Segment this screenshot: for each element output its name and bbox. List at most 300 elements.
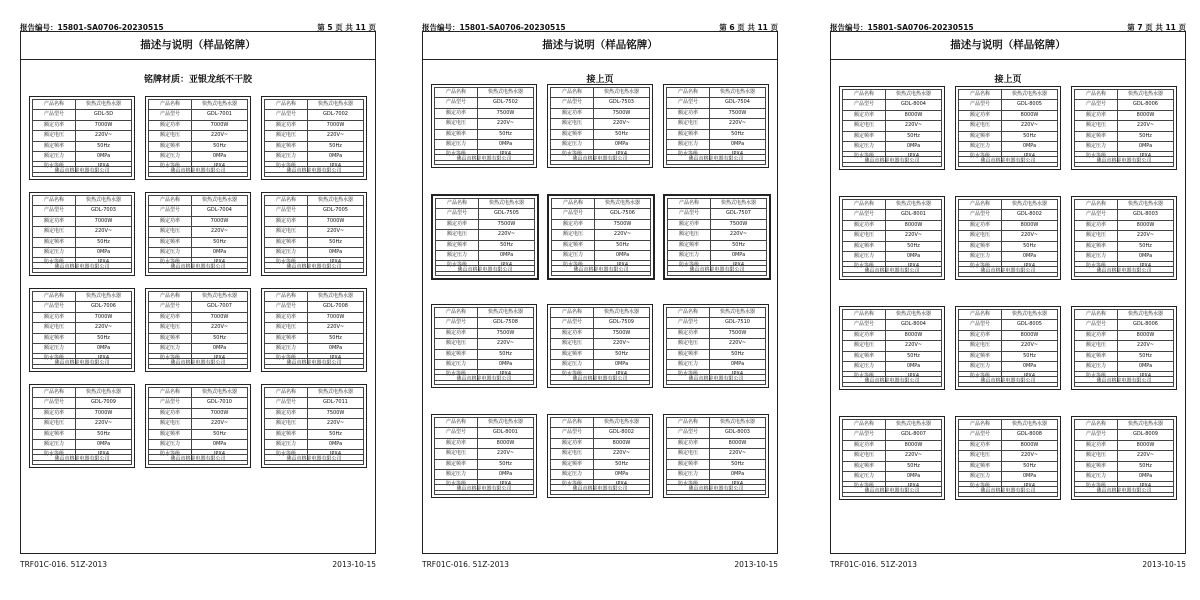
nameplate-row xyxy=(1074,309,1174,320)
nameplate-field-label: 产品型号 xyxy=(667,428,710,437)
nameplate-field-label: 额定功率 xyxy=(1075,111,1118,120)
nameplate-field-label: 额定功率 xyxy=(33,217,76,226)
nameplate-row xyxy=(1074,462,1174,472)
nameplate xyxy=(955,416,1061,500)
nameplate-field-value: 0MPa xyxy=(498,470,513,477)
nameplate-row xyxy=(1074,341,1174,351)
nameplate-field-value: 0MPa xyxy=(1022,142,1037,149)
nameplate-field-value: 0MPa xyxy=(906,362,921,369)
nameplate-field-value: 220V~ xyxy=(1136,122,1155,129)
nameplate-field-value: GDL-8004 xyxy=(901,101,926,108)
nameplate-field-label: 额定压力 xyxy=(149,344,192,353)
nameplate-field-label: 防水等级 xyxy=(149,258,192,267)
nameplate-row xyxy=(958,451,1058,461)
nameplate-field-value: 50Hz xyxy=(329,142,342,149)
nameplate xyxy=(145,384,251,468)
nameplate-field-value: 7500W xyxy=(728,109,747,116)
nameplate xyxy=(431,84,537,168)
nameplate-row xyxy=(148,152,248,162)
nameplate-field-value: 50Hz xyxy=(500,241,513,248)
nameplate-field-value: 220V~ xyxy=(728,340,747,347)
nameplate-field-value: IPX4 xyxy=(732,262,745,269)
nameplate-field-label: 额定频率 xyxy=(1075,462,1118,471)
nameplate-row xyxy=(842,419,942,430)
nameplate-field-label: 额定频率 xyxy=(265,334,308,343)
nameplate-field-label: 额定频率 xyxy=(435,130,478,139)
nameplate-row xyxy=(958,309,1058,320)
nameplate xyxy=(955,86,1061,170)
nameplate-field-value: 7500W xyxy=(728,329,747,336)
nameplate-row xyxy=(32,121,132,131)
nameplate-field-label: 额定电压 xyxy=(668,230,711,239)
nameplate-field-label: 防水等级 xyxy=(843,372,886,381)
nameplate-field-value: 220V~ xyxy=(612,340,631,347)
nameplate-row xyxy=(666,449,766,459)
nameplate-field-label: 额定功率 xyxy=(33,409,76,418)
nameplate-field-value: 0MPa xyxy=(328,152,343,159)
nameplate-field-label: 额定电压 xyxy=(435,449,478,458)
nameplate-row xyxy=(148,440,248,450)
nameplate-field-label: 额定功率 xyxy=(551,329,594,338)
page-number: 第 6 页 共 11 页 xyxy=(719,23,778,32)
nameplate-field-label: 额定频率 xyxy=(551,350,594,359)
nameplate-field-value: GDL-8009 xyxy=(1133,431,1158,438)
nameplate-row xyxy=(666,329,766,339)
nameplate xyxy=(955,306,1061,390)
nameplate-field-label: 产品名称 xyxy=(551,418,594,427)
nameplate-field-value: 0MPa xyxy=(730,140,745,147)
nameplate-manufacturer: 佛山市格美电器有限公司 xyxy=(550,484,650,495)
nameplate-row xyxy=(434,470,534,480)
nameplate-row xyxy=(434,439,534,449)
nameplate-manufacturer: 佛山市格美电器有限公司 xyxy=(842,266,942,277)
nameplate-field-label: 额定压力 xyxy=(33,152,76,161)
nameplate xyxy=(29,192,135,276)
nameplate-row xyxy=(1074,430,1174,440)
nameplate-field-label: 额定电压 xyxy=(667,119,710,128)
nameplate-field-value: 220V~ xyxy=(1136,452,1155,459)
nameplate xyxy=(663,414,769,498)
nameplate-field-label: 额定压力 xyxy=(667,140,710,149)
nameplate-manufacturer: 佛山市格美电器有限公司 xyxy=(667,265,767,276)
nameplate-row xyxy=(842,89,942,100)
nameplate-field-value: 0MPa xyxy=(328,248,343,255)
nameplate-manufacturer: 佛山市格美电器有限公司 xyxy=(434,374,534,385)
nameplate-row xyxy=(32,152,132,162)
nameplate-row xyxy=(264,110,364,120)
nameplate-row xyxy=(550,460,650,470)
nameplate-manufacturer: 佛山市格美电器有限公司 xyxy=(32,358,132,369)
nameplate-field-value: IPX4 xyxy=(907,153,920,160)
nameplate-field-value: 7500W xyxy=(496,109,515,116)
nameplate-field-label: 额定功率 xyxy=(667,109,710,118)
nameplate-field-label: 额定频率 xyxy=(551,460,594,469)
nameplate-manufacturer: 佛山市格美电器有限公司 xyxy=(842,376,942,387)
nameplate-field-value: 7500W xyxy=(729,220,748,227)
nameplate-field-value: 50Hz xyxy=(213,334,226,341)
nameplate-field-value: 快热式电热水器 xyxy=(317,293,353,299)
nameplate-field-value: 0MPa xyxy=(212,440,227,447)
nameplate-row xyxy=(1074,142,1174,152)
nameplate-row xyxy=(148,238,248,248)
nameplate-row xyxy=(667,230,767,240)
nameplate-row xyxy=(434,350,534,360)
nameplate-field-value: 220V~ xyxy=(729,231,748,238)
nameplate-row xyxy=(264,99,364,110)
nameplate-row xyxy=(32,302,132,312)
nameplate-row xyxy=(264,291,364,302)
nameplate-field-value: 快热式电热水器 xyxy=(1127,201,1163,207)
nameplate-row xyxy=(32,440,132,450)
nameplate-field-value: IPX4 xyxy=(731,481,744,488)
nameplate-row xyxy=(32,344,132,354)
nameplate-field-label: 额定功率 xyxy=(33,313,76,322)
nameplate-row xyxy=(32,227,132,237)
nameplate-field-value: IPX4 xyxy=(213,451,226,458)
nameplate-field-label: 额定压力 xyxy=(551,360,594,369)
nameplate-row xyxy=(1074,352,1174,362)
nameplate-field-value: 220V~ xyxy=(728,450,747,457)
nameplate xyxy=(1071,86,1177,170)
nameplate-field-value: 0MPa xyxy=(498,360,513,367)
nameplate-row xyxy=(148,313,248,323)
nameplate-field-value: 0MPa xyxy=(614,140,629,147)
nameplate-field-label: 防水等级 xyxy=(1075,152,1118,161)
nameplate-field-label: 产品型号 xyxy=(551,428,594,437)
nameplate xyxy=(145,288,251,372)
nameplate-field-value: 50Hz xyxy=(329,238,342,245)
nameplate xyxy=(431,414,537,498)
nameplate-field-value: IPX4 xyxy=(97,451,110,458)
nameplate-field-label: 产品型号 xyxy=(1075,100,1118,109)
nameplate-row xyxy=(550,329,650,339)
nameplate-field-label: 额定功率 xyxy=(551,439,594,448)
nameplate-field-value: 50Hz xyxy=(731,460,744,467)
nameplate-field-label: 额定压力 xyxy=(667,470,710,479)
nameplate-field-value: 220V~ xyxy=(1020,342,1039,349)
nameplate-field-label: 产品型号 xyxy=(1075,210,1118,219)
nameplate-row xyxy=(32,238,132,248)
nameplate-field-label: 额定电压 xyxy=(551,449,594,458)
nameplate-field-label: 防水等级 xyxy=(33,354,76,363)
nameplate-row xyxy=(148,409,248,419)
nameplate-manufacturer: 佛山市格美电器有限公司 xyxy=(264,358,364,369)
nameplate-row xyxy=(551,220,651,230)
nameplate-field-label: 防水等级 xyxy=(149,162,192,171)
nameplate-field-value: IPX4 xyxy=(1023,483,1036,490)
nameplate-field-value: IPX4 xyxy=(1023,153,1036,160)
nameplate-field-value: 0MPa xyxy=(328,344,343,351)
nameplate xyxy=(261,192,367,276)
nameplate-row xyxy=(958,121,1058,131)
nameplate-row xyxy=(667,209,767,219)
nameplate-row xyxy=(550,428,650,438)
nameplate xyxy=(261,288,367,372)
nameplate-field-label: 额定压力 xyxy=(668,251,711,260)
nameplate-field-value: 50Hz xyxy=(731,350,744,357)
nameplate-row xyxy=(958,352,1058,362)
section-title: 描述与说明（样品铭牌） xyxy=(831,32,1185,60)
nameplate-manufacturer: 佛山市格美电器有限公司 xyxy=(148,358,248,369)
nameplate-field-label: 额定电压 xyxy=(959,451,1002,460)
nameplate-row xyxy=(148,248,248,258)
nameplate-field-value: IPX4 xyxy=(97,163,110,170)
nameplate-field-label: 额定频率 xyxy=(435,350,478,359)
nameplate-field-value: IPX4 xyxy=(731,151,744,158)
nameplate-row xyxy=(264,398,364,408)
nameplate-manufacturer: 佛山市格美电器有限公司 xyxy=(666,484,766,495)
nameplate-row xyxy=(550,470,650,480)
nameplate-row xyxy=(550,318,650,328)
nameplate-field-label: 产品名称 xyxy=(435,418,478,427)
nameplate-row xyxy=(148,99,248,110)
nameplate-field-label: 额定电压 xyxy=(265,323,308,332)
nameplate-field-value: 7000W xyxy=(94,217,113,224)
nameplate-field-value: 50Hz xyxy=(1023,132,1036,139)
nameplate-row xyxy=(264,419,364,429)
nameplate-field-label: 额定电压 xyxy=(843,451,886,460)
nameplate-row xyxy=(434,428,534,438)
nameplate-manufacturer: 佛山市格美电器有限公司 xyxy=(264,262,364,273)
nameplate-field-label: 产品型号 xyxy=(843,210,886,219)
nameplate-manufacturer: 佛山市格美电器有限公司 xyxy=(1074,156,1174,167)
nameplate-field-value: 8000W xyxy=(1020,221,1039,228)
nameplate-row xyxy=(434,318,534,328)
nameplate-field-value: 0MPa xyxy=(1022,472,1037,479)
nameplate-field-label: 额定压力 xyxy=(959,142,1002,151)
report-number: 报告编号：15801-SA0706-20230515 xyxy=(830,23,974,32)
nameplate-field-value: 快热式电热水器 xyxy=(1127,311,1163,317)
nameplate-row xyxy=(1074,199,1174,210)
nameplate-manufacturer: 佛山市格美电器有限公司 xyxy=(148,166,248,177)
nameplate-field-label: 额定压力 xyxy=(149,248,192,257)
nameplate-field-label: 额定电压 xyxy=(436,230,479,239)
nameplate-field-value: 50Hz xyxy=(1139,352,1152,359)
nameplate-field-value: 50Hz xyxy=(615,460,628,467)
nameplate-field-value: 50Hz xyxy=(616,241,629,248)
nameplate-field-value: 8000W xyxy=(904,221,923,228)
nameplate-field-label: 额定功率 xyxy=(959,221,1002,230)
nameplate-field-label: 额定功率 xyxy=(435,329,478,338)
nameplate-row xyxy=(1074,89,1174,100)
nameplate-row xyxy=(434,87,534,98)
nameplate-field-value: 0MPa xyxy=(96,344,111,351)
nameplate-manufacturer: 佛山市格美电器有限公司 xyxy=(550,154,650,165)
nameplate-row xyxy=(550,307,650,318)
nameplate-row xyxy=(148,227,248,237)
nameplate-field-label: 产品型号 xyxy=(265,206,308,215)
nameplate-field-value: GDL-7502 xyxy=(493,99,518,106)
nameplate-row xyxy=(958,210,1058,220)
nameplate-field-label: 产品型号 xyxy=(1075,320,1118,329)
nameplate xyxy=(547,414,653,498)
nameplate-field-label: 额定功率 xyxy=(149,121,192,130)
nameplate-row xyxy=(666,140,766,150)
nameplate-field-label: 产品型号 xyxy=(33,110,76,119)
nameplate-row xyxy=(264,121,364,131)
nameplate-field-label: 额定电压 xyxy=(33,419,76,428)
nameplate-field-label: 产品型号 xyxy=(33,302,76,311)
nameplate-field-value: 50Hz xyxy=(907,352,920,359)
nameplate-field-label: 额定压力 xyxy=(551,140,594,149)
nameplate-row xyxy=(842,199,942,210)
nameplate-field-label: 防水等级 xyxy=(667,150,710,159)
nameplate-row xyxy=(842,352,942,362)
nameplate-row xyxy=(264,334,364,344)
nameplate-field-label: 产品名称 xyxy=(959,200,1002,209)
nameplate-row xyxy=(958,331,1058,341)
nameplate-field-label: 额定频率 xyxy=(265,142,308,151)
nameplate-field-label: 额定频率 xyxy=(33,238,76,247)
nameplate-row xyxy=(148,217,248,227)
nameplate-field-value: 7000W xyxy=(326,313,345,320)
nameplate-manufacturer: 佛山市格美电器有限公司 xyxy=(842,486,942,497)
nameplate-field-value: IPX4 xyxy=(1023,373,1036,380)
nameplate-field-value: 快热式电热水器 xyxy=(895,421,931,427)
nameplate-field-value: GDL-8008 xyxy=(1017,431,1042,438)
nameplate-row xyxy=(1074,242,1174,252)
nameplate-field-label: 产品型号 xyxy=(959,430,1002,439)
nameplate-field-value: 7000W xyxy=(94,313,113,320)
nameplate-field-value: 8000W xyxy=(728,439,747,446)
nameplate-field-label: 防水等级 xyxy=(265,450,308,459)
nameplate-field-value: 0MPa xyxy=(212,344,227,351)
nameplate-field-label: 额定功率 xyxy=(149,313,192,322)
nameplate-field-value: 220V~ xyxy=(210,324,229,331)
nameplate-field-label: 额定压力 xyxy=(551,470,594,479)
nameplate-row xyxy=(666,307,766,318)
nameplate-row xyxy=(958,441,1058,451)
nameplate-field-value: 8000W xyxy=(1020,331,1039,338)
nameplate-field-label: 额定频率 xyxy=(843,132,886,141)
nameplate-field-value: 0MPa xyxy=(615,251,630,258)
nameplate-row xyxy=(551,230,651,240)
nameplate-row xyxy=(435,230,535,240)
nameplate-field-value: 8000W xyxy=(1136,111,1155,118)
nameplate-field-label: 产品名称 xyxy=(435,308,478,317)
nameplate-field-label: 额定频率 xyxy=(149,334,192,343)
nameplate-field-value: 50Hz xyxy=(97,142,110,149)
nameplate-field-label: 额定压力 xyxy=(959,472,1002,481)
nameplate-field-value: 7000W xyxy=(210,217,229,224)
nameplate-field-label: 防水等级 xyxy=(149,450,192,459)
nameplate-field-value: 0MPa xyxy=(499,251,514,258)
nameplate-row xyxy=(148,121,248,131)
nameplate-field-label: 产品型号 xyxy=(149,302,192,311)
nameplate-row xyxy=(842,221,942,231)
nameplate-field-label: 额定频率 xyxy=(959,132,1002,141)
nameplate-field-value: IPX4 xyxy=(499,371,512,378)
nameplate-row xyxy=(32,206,132,216)
nameplate-field-value: 50Hz xyxy=(1139,462,1152,469)
nameplate-field-value: 0MPa xyxy=(212,248,227,255)
nameplate-field-label: 额定功率 xyxy=(843,221,886,230)
nameplate-field-label: 防水等级 xyxy=(551,150,594,159)
nameplate-field-label: 额定功率 xyxy=(436,220,479,229)
nameplate-field-value: 快热式电热水器 xyxy=(603,419,639,425)
nameplate-field-value: 快热式电热水器 xyxy=(719,419,755,425)
nameplate-field-value: 220V~ xyxy=(612,450,631,457)
nameplate xyxy=(1071,196,1177,280)
nameplate-row xyxy=(842,309,942,320)
nameplate-field-label: 产品型号 xyxy=(1075,430,1118,439)
nameplate-row xyxy=(958,89,1058,100)
nameplate-field-value: 7000W xyxy=(326,217,345,224)
nameplate-row xyxy=(1074,320,1174,330)
nameplate xyxy=(145,192,251,276)
nameplate-field-value: GDL-8001 xyxy=(493,429,518,436)
nameplate-row xyxy=(842,121,942,131)
nameplate-field-value: 快热式电热水器 xyxy=(85,293,121,299)
nameplate-field-value: 50Hz xyxy=(1023,462,1036,469)
nameplate-row xyxy=(1074,419,1174,430)
nameplate-field-value: IPX4 xyxy=(329,451,342,458)
nameplate-field-label: 防水等级 xyxy=(959,372,1002,381)
nameplate-field-label: 额定电压 xyxy=(959,121,1002,130)
nameplate-field-value: IPX4 xyxy=(615,371,628,378)
nameplate-field-value: GDL-8007 xyxy=(901,431,926,438)
nameplate-row xyxy=(842,472,942,482)
nameplate-field-value: 0MPa xyxy=(614,470,629,477)
nameplate-field-label: 产品型号 xyxy=(551,318,594,327)
nameplate-row xyxy=(435,198,535,209)
nameplate-row xyxy=(551,241,651,251)
nameplate-row xyxy=(666,417,766,428)
nameplate-field-value: IPX4 xyxy=(499,151,512,158)
nameplate-field-value: 220V~ xyxy=(1020,232,1039,239)
nameplate-row xyxy=(550,98,650,108)
nameplate-field-label: 额定压力 xyxy=(843,142,886,151)
nameplate-field-label: 额定频率 xyxy=(149,142,192,151)
nameplate-row xyxy=(666,339,766,349)
nameplate-row xyxy=(958,231,1058,241)
nameplate-field-value: 快热式电热水器 xyxy=(895,91,931,97)
nameplate-row xyxy=(1074,121,1174,131)
nameplate-field-label: 防水等级 xyxy=(149,354,192,363)
nameplate-field-label: 防水等级 xyxy=(551,480,594,489)
nameplate-field-value: 7500W xyxy=(613,220,632,227)
nameplate-field-value: 220V~ xyxy=(210,420,229,427)
nameplate-row xyxy=(550,439,650,449)
nameplate-field-label: 防水等级 xyxy=(551,370,594,379)
nameplate-row xyxy=(666,130,766,140)
nameplate-row xyxy=(435,220,535,230)
nameplate-field-label: 产品名称 xyxy=(843,200,886,209)
nameplate-row xyxy=(958,419,1058,430)
nameplate-field-value: 快热式电热水器 xyxy=(1011,311,1047,317)
nameplate-field-value: 220V~ xyxy=(612,120,631,127)
nameplate-field-label: 产品名称 xyxy=(149,292,192,301)
nameplate-row xyxy=(666,439,766,449)
nameplate-row xyxy=(666,98,766,108)
nameplate-field-value: 50Hz xyxy=(1139,242,1152,249)
nameplate-field-label: 额定压力 xyxy=(959,362,1002,371)
nameplate-field-label: 额定功率 xyxy=(265,313,308,322)
nameplate-field-label: 额定压力 xyxy=(265,152,308,161)
nameplate-row xyxy=(434,307,534,318)
nameplate-field-label: 额定频率 xyxy=(1075,242,1118,251)
nameplate-row xyxy=(842,242,942,252)
nameplate-field-value: GDL-8002 xyxy=(1017,211,1042,218)
nameplate-row xyxy=(1074,221,1174,231)
nameplate-manufacturer: 佛山市格美电器有限公司 xyxy=(148,262,248,273)
nameplate xyxy=(431,194,539,280)
nameplate-field-value: GDL-8003 xyxy=(1133,211,1158,218)
nameplate-field-value: GDL-7508 xyxy=(493,319,518,326)
nameplate-field-value: 220V~ xyxy=(326,420,345,427)
nameplate-field-value: 50Hz xyxy=(1023,242,1036,249)
nameplate-field-label: 额定压力 xyxy=(33,440,76,449)
